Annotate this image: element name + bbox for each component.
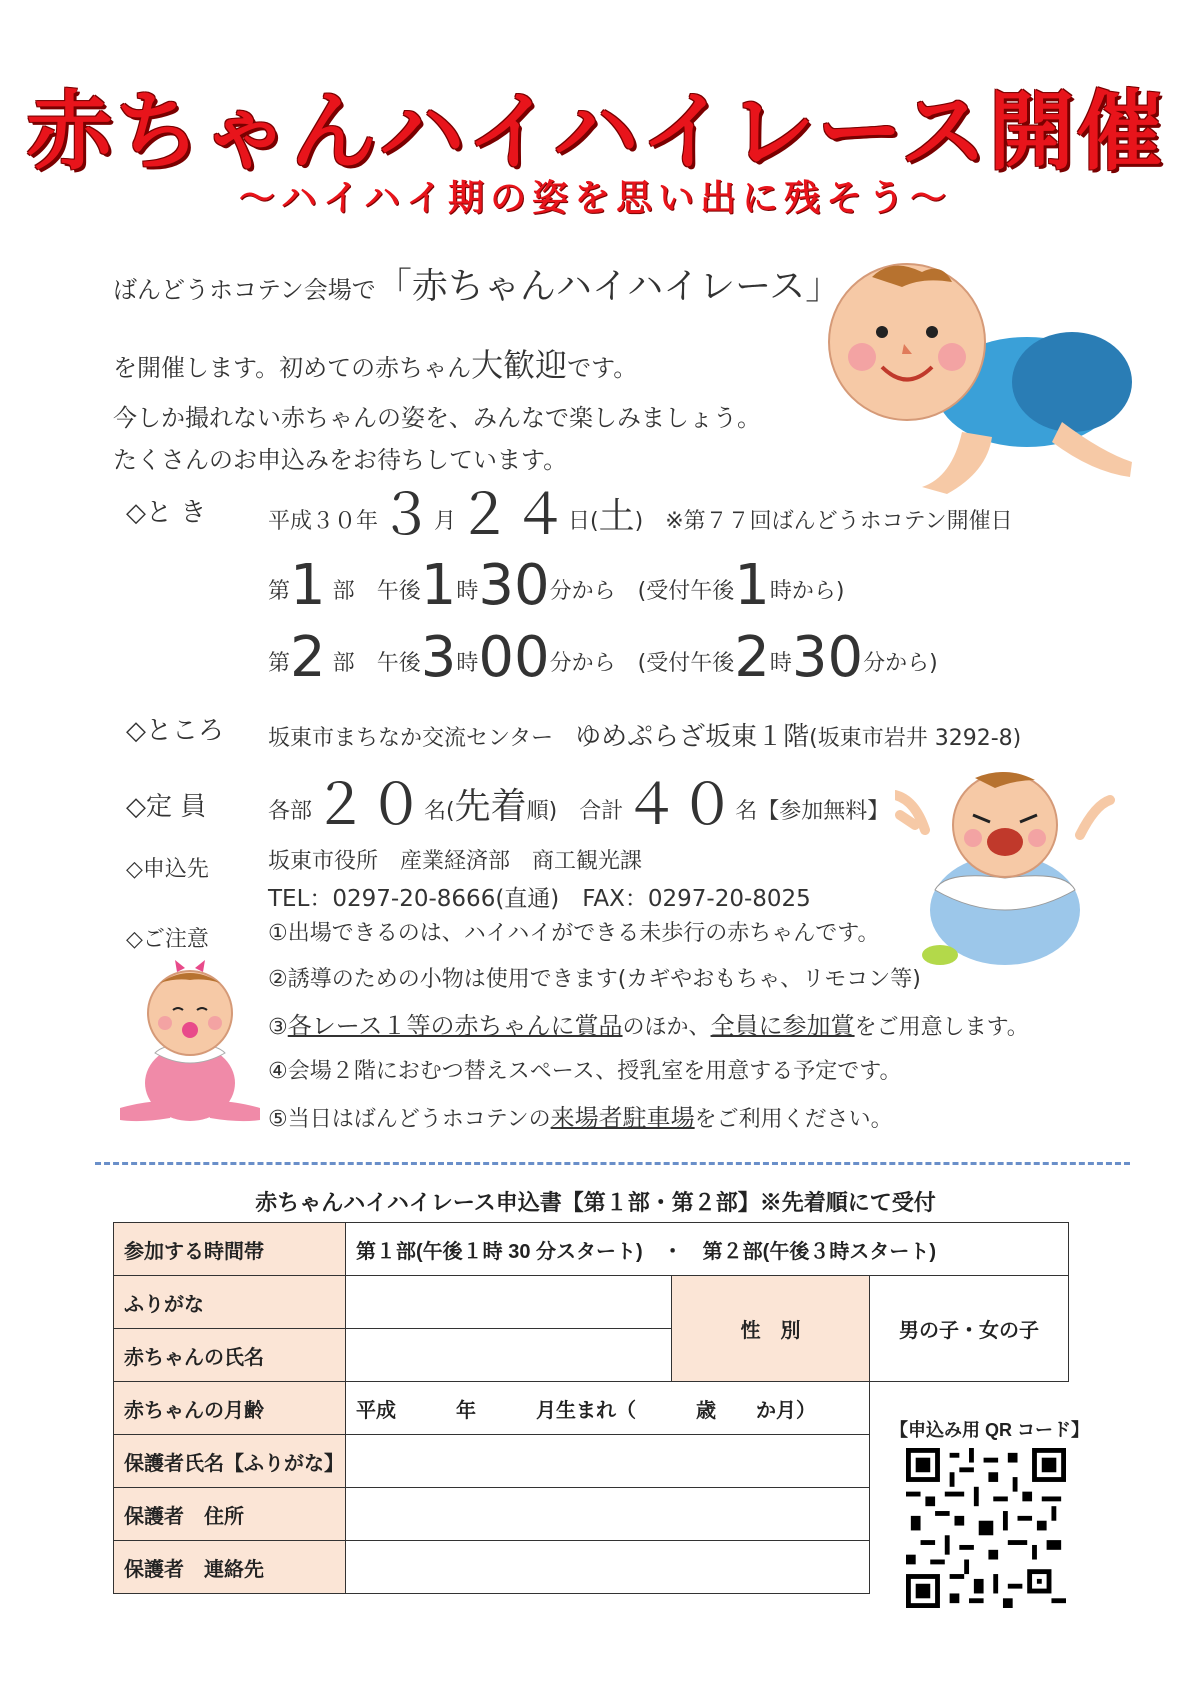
- note-4: ④会場２階におむつ替えスペース、授乳室を用意する予定です。: [268, 1059, 902, 1084]
- when-label: ◇と き: [126, 498, 207, 528]
- crying-baby-illustration: [895, 770, 1115, 970]
- intro-line-4: たくさんのお申込みをお待ちしています。: [113, 446, 568, 474]
- time-slot-options[interactable]: 第１部(午後１時 30 分スタート) ・ 第２部(午後３時スタート): [346, 1223, 1069, 1276]
- page-title: 赤ちゃんハイハイレース開催: [26, 82, 1165, 182]
- note-5: ⑤当日はばんどうホコテンの来場者駐車場をご利用ください。: [268, 1104, 893, 1132]
- apply-label: ◇申込先: [126, 857, 209, 882]
- guardian-name-label: 保護者氏名【ふりがな】: [114, 1435, 346, 1488]
- intro-line-3: 今しか撮れない赤ちゃんの姿を、みんなで楽しみましょう。: [113, 404, 761, 432]
- divider: [95, 1162, 1130, 1165]
- baby-name-label: 赤ちゃんの氏名: [114, 1329, 346, 1382]
- form-title: 赤ちゃんハイハイレース申込書【第１部・第２部】※先着順にて受付: [255, 1190, 936, 1215]
- qr-label: 【申込み用 QR コード】: [890, 1420, 1090, 1440]
- furigana-field[interactable]: [346, 1276, 672, 1329]
- apply-org: 坂東市役所 産業経済部 商工観光課: [268, 849, 643, 874]
- capacity-label: ◇定 員: [126, 792, 207, 822]
- sitting-baby-illustration: [115, 958, 265, 1128]
- time-slot-label: 参加する時間帯: [114, 1223, 346, 1276]
- note-1: ①出場できるのは、ハイハイができる未歩行の赤ちゃんです。: [268, 921, 880, 946]
- note-3: ③各レース１等の赤ちゃんに賞品のほか、全員に参加賞をご用意します。: [268, 1012, 1029, 1040]
- baby-age-field[interactable]: 平成 年 月生まれ（ 歳 か月）: [346, 1382, 870, 1435]
- baby-name-field[interactable]: [346, 1329, 672, 1382]
- gender-label: 性 別: [672, 1276, 870, 1382]
- gender-options[interactable]: 男の子・女の子: [870, 1276, 1069, 1382]
- furigana-label: ふりがな: [114, 1276, 346, 1329]
- guardian-name-field[interactable]: [346, 1435, 870, 1488]
- intro-line-1: ばんどうホコテン会場で「赤ちゃんハイハイレース」: [113, 266, 842, 307]
- part2-line: 第2 部 午後3時00分から (受付午後2時30分から): [268, 625, 938, 690]
- date-line: 平成３０年３月２４日(土) ※第７７回ばんどうホコテン開催日: [268, 483, 1013, 548]
- crawling-baby-illustration: [812, 262, 1142, 502]
- notes-label: ◇ご注意: [126, 927, 209, 952]
- apply-contact: TEL：0297-20-8666(直通) FAX：0297-20-8025: [268, 886, 811, 912]
- capacity-line: 各部２０名(先着順) 合計４０名【参加無料】: [268, 773, 890, 838]
- guardian-contact-field[interactable]: [346, 1541, 870, 1594]
- page-subtitle: ～ハイハイ期の姿を思い出に残そう～: [238, 178, 953, 219]
- where-label: ◇ところ: [126, 716, 224, 746]
- baby-age-label: 赤ちゃんの月齢: [114, 1382, 346, 1435]
- guardian-address-field[interactable]: [346, 1488, 870, 1541]
- where-line: 坂東市まちなか交流センター ゆめぷらざ坂東１階(坂東市岩井 3292-8): [268, 722, 1022, 752]
- part1-line: 第1 部 午後1時30分から (受付午後1時から): [268, 553, 845, 618]
- guardian-address-label: 保護者 住所: [114, 1488, 346, 1541]
- qr-code-icon[interactable]: [906, 1448, 1066, 1608]
- guardian-contact-label: 保護者 連絡先: [114, 1541, 346, 1594]
- intro-line-2: を開催します。初めての赤ちゃん大歓迎です。: [113, 346, 638, 384]
- note-2: ②誘導のための小物は使用できます(カギやおもちゃ、リモコン等): [268, 967, 921, 992]
